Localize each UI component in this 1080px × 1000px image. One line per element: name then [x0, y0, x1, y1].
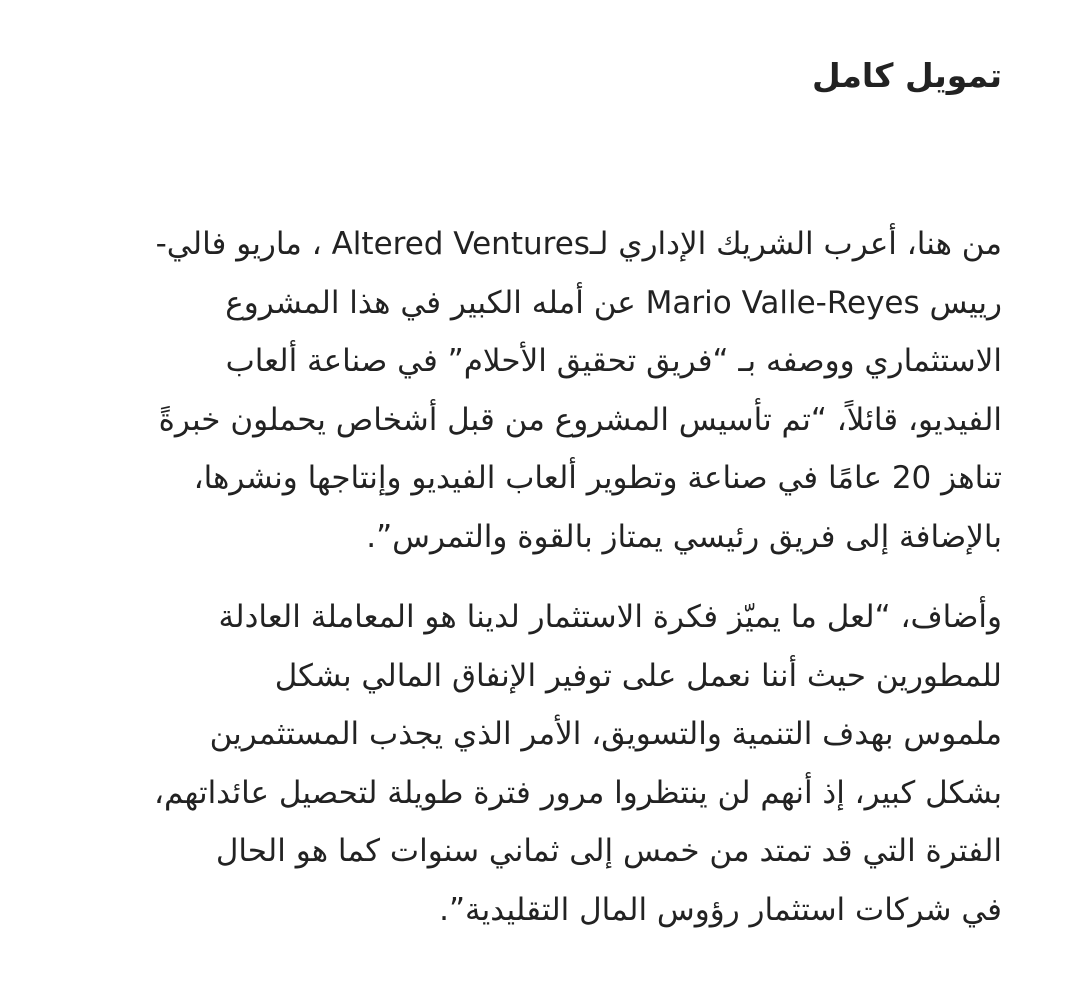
paragraph-line: في شركات استثمار رؤوس المال التقليدية”. [439, 891, 1002, 928]
paragraph-line: رييس Mario Valle-Reyes عن أمله الكبير في هذا المشروع [225, 284, 1002, 321]
paragraph-line: الاستثماري ووصفه بـ “فريق تحقيق الأحلام” في صناعة ألعاب [225, 343, 1002, 379]
paragraph-line: وأضاف، “لعل ما يميّز فكرة الاستثمار لدينا هو المعاملة العادلة [218, 599, 1002, 635]
paragraph-line: ملموس بهدف التنمية والتسويق، الأمر الذي يجذب المستثمرين [209, 716, 1002, 752]
paragraph-2 [78, 588, 1002, 939]
paragraph-line: بشكل كبير، إذ أنهم لن ينتظروا مرور فترة طويلة لتحصيل عائداتهم، [154, 774, 1002, 811]
paragraph-line: الفيديو، قائلاً، “تم تأسيس المشروع من قبل أشخاص يحملون خبرةً [158, 401, 1002, 438]
paragraph-line: من هنا، أعرب الشريك الإداري لـAltered Ventures ، ماريو فالي- [155, 226, 1002, 262]
paragraph-line: تناهز 20 عامًا في صناعة وتطوير ألعاب الفيديو وإنتاجها ونشرها، [193, 460, 1002, 496]
paragraph-line: الفترة التي قد تمتد من خمس إلى ثماني سنوات كما هو الحال [215, 833, 1002, 869]
section-heading: تمويل كامل [811, 56, 1002, 95]
article [78, 0, 1002, 1000]
paragraph-1 [78, 215, 1002, 566]
paragraph-line: بالإضافة إلى فريق رئيسي يمتاز بالقوة والتمرس”. [366, 518, 1002, 555]
paragraph-line: للمطورين حيث أننا نعمل على توفير الإنفاق المالي بشكل [274, 657, 1002, 694]
